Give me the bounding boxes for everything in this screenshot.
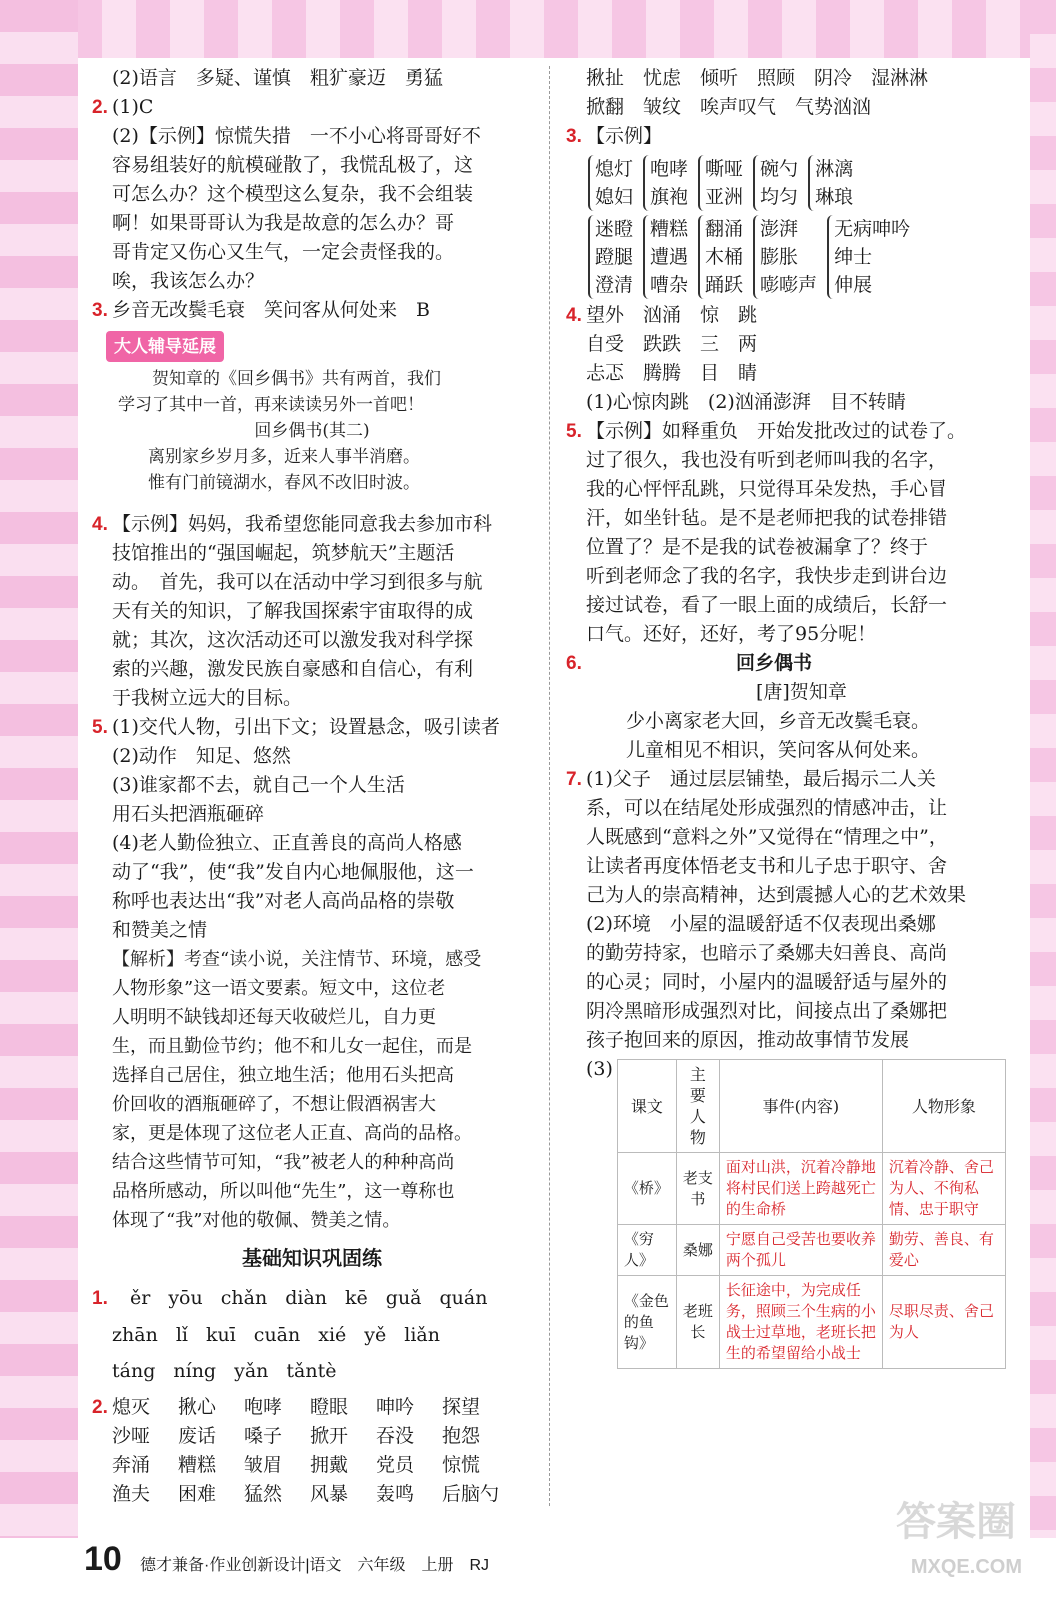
text-line [566, 765, 1006, 794]
text-line: 选择自己居住，独立地生活；他用石头把高 [112, 1065, 454, 1086]
brace-word: 遭遇 [650, 246, 689, 268]
text-line [566, 620, 1006, 649]
text-line: 唉，我该怎么办？ [112, 270, 265, 292]
question-number: 3. [92, 300, 108, 321]
text-line [92, 742, 532, 771]
word-item: 熄灭 [112, 1396, 151, 1418]
text-content: 汗，如坐针毡。是不是老师把我的试卷排错 [586, 507, 948, 529]
pinyin-item: yě [364, 1324, 387, 1346]
text-line [92, 771, 532, 800]
pinyin-block [92, 1280, 532, 1389]
pinyin-item: guǎ [385, 1287, 422, 1309]
question-number: 7. [566, 769, 582, 790]
footer-text: 德才兼备·作业创新设计|语文 六年级 上册 RJ [140, 1557, 490, 1574]
text-content: (1)心惊肉跳 (2)汹涌澎湃 目不转睛 [586, 391, 906, 413]
text-content: 接过试卷，看了一眼上面的成绩后，长舒一 [586, 594, 948, 616]
text-content: 位置了？是不是我的试卷被漏拿了？终于 [586, 536, 929, 558]
brace-word: 澎湃 [760, 218, 799, 240]
table-cell: 勤劳、善良、有爱心 [882, 1225, 1005, 1276]
text-line: 【解析】考查“读小说，关注情节、环境，感受 [112, 949, 482, 970]
text-content: 系，可以在结尾处形成强烈的情感冲击，让 [586, 797, 948, 819]
brace-word: 澄清 [595, 274, 634, 296]
brace-word: 熄灯 [595, 158, 634, 180]
pinyin-item: kē [345, 1287, 368, 1309]
brace-group [827, 215, 910, 299]
text-content: 忐忑 腾腾 目 睛 [586, 362, 758, 384]
brace-word: 碗勺 [760, 158, 799, 180]
text-line: 结合这些情节可知，“我”被老人的种种高尚 [112, 1152, 455, 1173]
text-content: 索的兴趣，激发民族自豪感和自信心，有利 [112, 658, 474, 680]
word-item: 风暴 [310, 1483, 349, 1505]
text-line: 揪扯 忧虑 倾听 照顾 阴冷 湿淋淋 [586, 67, 929, 89]
text-line [566, 794, 1006, 823]
pinyin-item: tǎntè [286, 1360, 337, 1382]
left-column [92, 64, 532, 1509]
text-line [566, 533, 1006, 562]
text-line [92, 655, 532, 684]
table-cell: 《穷人》 [617, 1225, 676, 1276]
word-item: 沙哑 [112, 1425, 151, 1447]
word-item: 吞没 [376, 1425, 415, 1447]
text-line: 啊！如果哥哥认为我是故意的怎么办？哥 [112, 212, 455, 234]
brace-group [643, 155, 688, 211]
text-line [566, 968, 1006, 997]
brace-word: 淋漓 [815, 158, 854, 180]
right-column [566, 64, 1006, 1369]
pinyin-item: yōu [168, 1287, 203, 1309]
text-content: 于我树立远大的目标。 [112, 687, 303, 709]
table-cell: 老支书 [676, 1153, 719, 1225]
text-line [566, 504, 1006, 533]
text-line [92, 858, 532, 887]
word-row [92, 1451, 532, 1480]
question-number: 6. [566, 653, 582, 674]
pinyin-item: cuān [253, 1324, 301, 1346]
word-item: 抱怨 [442, 1425, 481, 1447]
text-content: 称呼也表达出“我”对老人高尚品格的崇敬 [112, 890, 455, 912]
text-content: 用石头把酒瓶砸碎 [112, 803, 265, 825]
text-line [92, 597, 532, 626]
brace-groups [588, 155, 1006, 211]
section-title: 基础知识巩固练 [242, 1248, 382, 1270]
answer-line: (1)C [112, 96, 154, 118]
word-row [92, 1393, 532, 1422]
text-line [566, 823, 1006, 852]
analysis-block [92, 945, 532, 1235]
text-content: 人既感到“意料之外”又觉得在“情理之中”， [586, 826, 948, 848]
word-grid [92, 1393, 532, 1509]
text-content: 己为人的崇高精神，达到震撼人心的艺术效果 [586, 884, 967, 906]
text-line: 可怎么办？这个模型这么复杂，我不会组装 [112, 183, 474, 205]
pinyin-row [92, 1317, 532, 1353]
text-line [566, 446, 1006, 475]
answer-line: (2)语言 多疑、谨慎 粗犷豪迈 勇猛 [112, 67, 443, 89]
word-item: 拥戴 [310, 1454, 349, 1476]
poem-text: 儿童相见不相识，笑问客从何处来。 [626, 739, 931, 761]
answer-block [566, 417, 1006, 649]
text-line [92, 626, 532, 655]
text-content: (1)父子 通过层层铺垫，最后揭示二人关 [586, 768, 936, 790]
poem-line: 贺知章的《回乡偶书》共有两首，我们 [152, 369, 441, 389]
text-line [566, 997, 1006, 1026]
text-line [566, 417, 1006, 446]
table-cell: 长征途中，为完成任务，照顾三个生病的小战士过草地，老班长把生的希望留给小战士 [719, 1276, 882, 1369]
table-header: 课文 [617, 1060, 676, 1153]
text-content: (2)环境 小屋的温暖舒适不仅表现出桑娜 [586, 913, 936, 935]
text-line [92, 539, 532, 568]
brace-word: 糟糕 [650, 218, 689, 240]
page-frame-top [0, 0, 1056, 58]
text-line [566, 939, 1006, 968]
text-line [92, 800, 532, 829]
poem-line [566, 678, 1006, 707]
table-cell: 老班长 [676, 1276, 719, 1369]
pinyin-item: kuī [205, 1324, 236, 1346]
text-content: (3)谁家都不去，就自己一个人生活 [112, 774, 405, 796]
answer-block [92, 510, 532, 713]
brace-word: 木桶 [705, 246, 744, 268]
answer-block [92, 122, 532, 296]
text-content: (4)老人勤俭独立、正直善良的高尚人格感 [112, 832, 462, 854]
word-item: 掀开 [310, 1425, 349, 1447]
word-item: 咆哮 [244, 1396, 283, 1418]
brace-word: 迷瞪 [595, 218, 634, 240]
word-item: 猛然 [244, 1483, 283, 1505]
text-line [566, 330, 1006, 359]
brace-word: 嘈杂 [650, 274, 689, 296]
answer-line: 【示例】 [586, 125, 663, 147]
poem-title: 回乡偶书 [736, 652, 813, 674]
text-line [92, 510, 532, 539]
answer-block [566, 64, 1006, 122]
brace-group [643, 215, 688, 299]
table-cell: 《金色的鱼钩》 [617, 1276, 676, 1369]
text-content: 【示例】如释重负 开始发批改过的试卷了。 [586, 420, 967, 442]
column-divider [549, 66, 550, 1506]
text-content: 让读者再度体悟老支书和儿子忠于职守、舍 [586, 855, 948, 877]
poem-line: 惟有门前镜湖水，春风不改旧时波。 [148, 473, 420, 493]
question-number: 5. [566, 421, 582, 442]
text-line [92, 887, 532, 916]
character-table [617, 1059, 1006, 1369]
brace-group [753, 215, 817, 299]
text-line: 家，更是体现了这位老人正直、高尚的品格。 [112, 1123, 472, 1144]
answer-block [566, 301, 1006, 417]
text-content: 听到老师念了我的名字，我快步走到讲台边 [586, 565, 948, 587]
text-content: (2)动作 知足、悠然 [112, 745, 291, 767]
answer-block [92, 713, 532, 945]
word-row [92, 1422, 532, 1451]
brace-word: 亚洲 [705, 186, 744, 208]
page-number: 10 [84, 1540, 122, 1578]
pinyin-row [92, 1280, 532, 1317]
question-number: 4. [92, 514, 108, 535]
text-line: 品格所感动，所以叫他“先生”，这一尊称也 [112, 1181, 455, 1202]
question-number: 1. [92, 1288, 108, 1309]
text-content: 天有关的知识，了解我国探索宇宙取得的成 [112, 600, 474, 622]
text-line [92, 713, 532, 742]
text-line [92, 568, 532, 597]
table-row [617, 1276, 1005, 1369]
text-line: 哥肯定又伤心又生气，一定会责怪我的。 [112, 241, 455, 263]
pinyin-item: liǎn [404, 1324, 440, 1346]
brace-word: 绅士 [834, 246, 873, 268]
watermark-url: MXQE.COM [910, 1556, 1022, 1578]
text-content: 技馆推出的“强国崛起，筑梦航天”主题活 [112, 542, 455, 564]
text-line [566, 852, 1006, 881]
text-line [92, 684, 532, 713]
table-cell: 宁愿自己受苦也要收养两个孤儿 [719, 1225, 882, 1276]
answer-line: (3) [586, 1058, 613, 1080]
brace-word: 嘶哑 [705, 158, 744, 180]
pinyin-item: quán [439, 1287, 488, 1309]
table-cell: 面对山洪，沉着冷静地将村民们送上跨越死亡的生命桥 [719, 1153, 882, 1225]
brace-word: 咆哮 [650, 158, 689, 180]
pinyin-row [92, 1353, 532, 1389]
poem-text: 少小离家老大回，乡音无改鬓毛衰。 [626, 710, 931, 732]
brace-word: 翻涌 [705, 218, 744, 240]
pinyin-item: xié [318, 1324, 347, 1346]
extension-tag: 大人辅导延展 [106, 331, 224, 362]
text-line [566, 881, 1006, 910]
word-item: 糟糕 [178, 1454, 217, 1476]
word-item: 党员 [376, 1454, 415, 1476]
text-line [92, 829, 532, 858]
table-cell: 尽职尽责、舍己为人 [882, 1276, 1005, 1369]
word-item: 奔涌 [112, 1454, 151, 1476]
word-item: 揪心 [178, 1396, 217, 1418]
text-content: 【示例】妈妈，我希望您能同意我去参加市科 [112, 513, 493, 535]
answer-block [566, 765, 1006, 1055]
poem-answer [566, 649, 1006, 765]
page-frame-right [1030, 0, 1056, 1600]
poem-line: 学习了其中一首，再来读读另外一首吧！ [118, 395, 424, 415]
brace-word: 伸展 [834, 274, 873, 296]
text-content: 我的心怦怦乱跳，只觉得耳朵发热，手心冒 [586, 478, 948, 500]
text-line [566, 475, 1006, 504]
word-item: 废话 [178, 1425, 217, 1447]
text-line [566, 910, 1006, 939]
text-content: 自受 跌跌 三 两 [586, 333, 758, 355]
word-item: 呻吟 [376, 1396, 415, 1418]
table-header: 人物形象 [882, 1060, 1005, 1153]
text-content: 过了很久，我也没有听到老师叫我的名字， [586, 449, 948, 471]
text-line [566, 359, 1006, 388]
word-row [92, 1480, 532, 1509]
brace-word: 踊跃 [705, 274, 744, 296]
pinyin-item: diàn [285, 1287, 328, 1309]
text-content: 阴冷黑暗形成强烈对比，间接点出了桑娜把 [586, 1000, 948, 1022]
brace-group [588, 155, 633, 211]
text-line: 容易组装好的航模碰散了，我慌乱极了，这 [112, 154, 474, 176]
pinyin-item: zhān [112, 1324, 158, 1346]
pinyin-item: lǐ [175, 1324, 188, 1346]
brace-group [808, 155, 853, 211]
brace-group [698, 215, 743, 299]
text-line [566, 1026, 1006, 1055]
question-number: 3. [566, 126, 582, 147]
word-item: 后脑勺 [442, 1483, 500, 1505]
brace-groups [588, 215, 1006, 299]
text-content: 的心灵；同时，小屋内的温暖舒适与屋外的 [586, 971, 948, 993]
poem-line [566, 736, 1006, 765]
table-header: 事件(内容) [719, 1060, 882, 1153]
table-cell: 《桥》 [617, 1153, 676, 1225]
poem-block [92, 366, 532, 496]
text-content: (1)交代人物，引出下文；设置悬念，吸引读者 [112, 716, 500, 738]
poem-text: [唐]贺知章 [756, 681, 847, 703]
text-line: 价回收的酒瓶砸碎了，不想让假酒祸害大 [112, 1094, 436, 1115]
word-item: 嗓子 [244, 1425, 283, 1447]
text-line: 人物形象”这一语文要素。短文中，这位老 [112, 978, 446, 999]
table-row [617, 1225, 1005, 1276]
text-line: (2)【示例】惊慌失措 一不小心将哥哥好不 [112, 125, 481, 147]
brace-word: 媳妇 [595, 186, 634, 208]
page-frame-left [0, 0, 78, 1600]
text-content: 孩子抱回来的原因，推动故事情节发展 [586, 1029, 910, 1051]
poem-line [566, 707, 1006, 736]
text-content: 口气。还好，还好，考了95分呢！ [586, 623, 877, 645]
text-content: 和赞美之情 [112, 919, 208, 941]
word-item: 困难 [178, 1483, 217, 1505]
question-number: 2. [92, 1397, 108, 1418]
text-line: 生，而且勤俭节约；他不和儿女一起住，而是 [112, 1036, 472, 1057]
brace-group [698, 155, 743, 211]
word-item: 探望 [442, 1396, 481, 1418]
watermark-logo: 答案圈 [896, 1500, 1016, 1544]
table-cell: 桑娜 [676, 1225, 719, 1276]
text-line [566, 562, 1006, 591]
pinyin-item: ěr [130, 1287, 151, 1309]
word-item: 瞪眼 [310, 1396, 349, 1418]
text-line [566, 301, 1006, 330]
brace-word: 均匀 [760, 186, 799, 208]
brace-word: 嘭嘭声 [760, 274, 818, 296]
pinyin-item: táng [112, 1360, 156, 1382]
question-number: 5. [92, 717, 108, 738]
brace-group [588, 215, 633, 299]
word-item: 惊慌 [442, 1454, 481, 1476]
pinyin-item: níng [173, 1360, 217, 1382]
text-line: 人明明不缺钱却还每天收破烂儿，自力更 [112, 1007, 436, 1028]
poem-title: 回乡偶书(其二) [254, 421, 370, 441]
text-line: 体现了“我”对他的敬佩、赞美之情。 [112, 1210, 401, 1231]
word-item: 皱眉 [244, 1454, 283, 1476]
pinyin-item: chǎn [220, 1287, 268, 1309]
question-number: 4. [566, 305, 582, 326]
pinyin-item: yǎn [234, 1360, 269, 1382]
text-content: 动。 首先，我可以在活动中学习到很多与航 [112, 571, 483, 593]
text-line [566, 591, 1006, 620]
table-row [617, 1153, 1005, 1225]
word-item: 轰鸣 [376, 1483, 415, 1505]
text-line: 掀翻 皱纹 唉声叹气 气势汹汹 [586, 96, 872, 118]
poem-line [566, 649, 1006, 678]
table-cell: 沉着冷静、舍己为人、不徇私情、忠于职守 [882, 1153, 1005, 1225]
word-item: 渔夫 [112, 1483, 151, 1505]
text-line [92, 916, 532, 945]
text-content: 的勤劳持家，也暗示了桑娜夫妇善良、高尚 [586, 942, 948, 964]
poem-line: 离别家乡岁月多，近来人事半消磨。 [148, 447, 420, 467]
text-line [566, 388, 1006, 417]
brace-word: 琳琅 [815, 186, 854, 208]
brace-word: 无病呻吟 [834, 218, 911, 240]
brace-group [753, 155, 798, 211]
brace-word: 蹬腿 [595, 246, 634, 268]
brace-word: 膨胀 [760, 246, 799, 268]
text-content: 就；其次，这次活动还可以激发我对科学探 [112, 629, 474, 651]
answer-line: 乡音无改鬓毛衰 笑问客从何处来 B [112, 299, 430, 321]
text-content: 望外 汹涌 惊 跳 [586, 304, 758, 326]
text-content: 动了“我”，使“我”发自内心地佩服他，这一 [112, 861, 474, 883]
table-header: 主要人物 [676, 1060, 719, 1153]
brace-word: 旗袍 [650, 186, 689, 208]
question-number: 2. [92, 97, 108, 118]
